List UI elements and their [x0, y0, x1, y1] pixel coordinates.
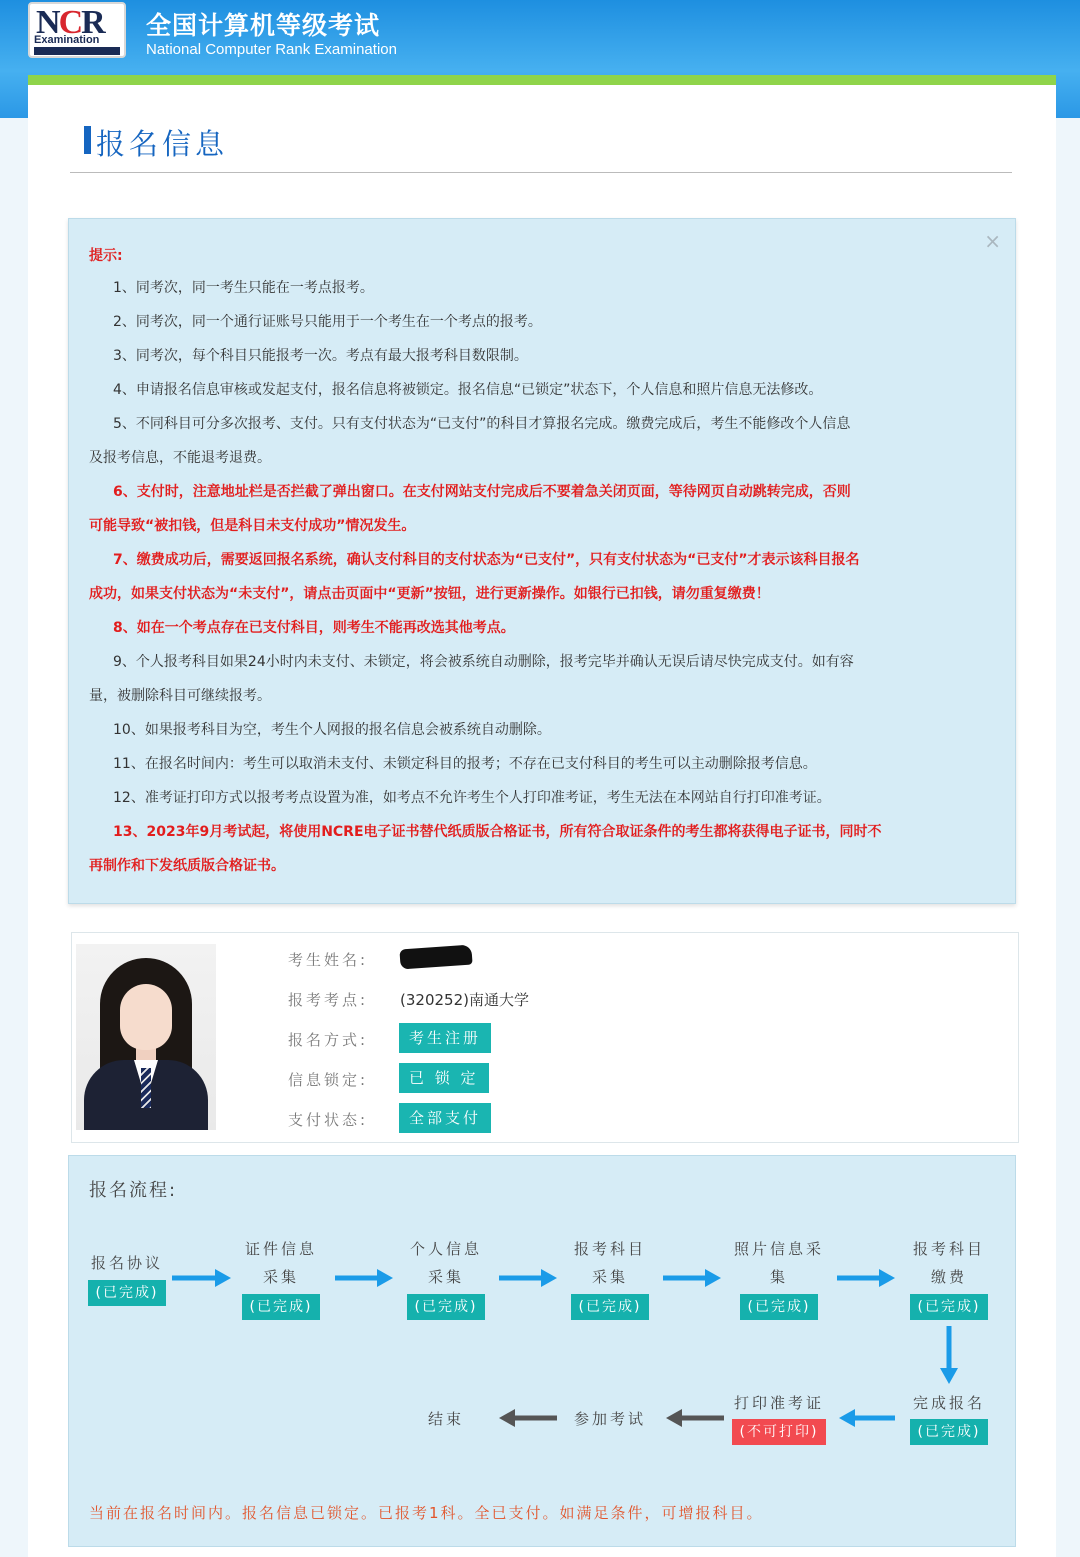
page-title-marker: [84, 126, 91, 154]
tip-line: 及报考信息，不能退考退费。: [89, 450, 271, 466]
field-label: 支付状态:: [288, 1111, 369, 1129]
process-step-status: (已完成): [242, 1294, 321, 1320]
tip-line: 可能导致“被扣钱，但是科目未支付成功”情况发生。: [89, 518, 416, 534]
candidate-info-panel: [71, 932, 1019, 1143]
tip-line: 12、准考证打印方式以报考考点设置为准，如考点不允许考生个人打印准考证，考生无法在本网站自行打印准考证。: [113, 790, 831, 806]
tip-line: 11、在报名时间内：考生可以取消未支付、未锁定科目的报考；不存在已支付科目的考生可以主动删除报考信息。: [113, 756, 817, 772]
candidate-photo: [76, 944, 216, 1130]
process-arrow: [499, 1409, 557, 1427]
process-step-status: (已完成): [571, 1294, 650, 1320]
field-label: 报名方式:: [288, 1031, 369, 1049]
title-divider: [70, 172, 1012, 173]
tip-line: 6、支付时，注意地址栏是否拦截了弹出窗口。在支付网站支付完成后不要着急关闭页面，等待网页自动跳转完成，否则: [113, 484, 851, 500]
process-arrow: [666, 1409, 724, 1427]
logo-subtext: Examination: [34, 34, 100, 46]
tip-line: 1、同考次，同一考生只能在一考点报考。: [113, 280, 374, 296]
tip-line: 8、如在一个考点存在已支付科目，则考生不能再改选其他考点。: [113, 620, 515, 636]
tip-line: 量，被删除科目可继续报考。: [89, 688, 271, 704]
redacted-name: [399, 945, 472, 970]
process-step-label: 完成报名: [912, 1394, 985, 1412]
tip-line: 10、如果报考科目为空，考生个人网报的报名信息会被系统自动删除。: [113, 722, 551, 738]
tip-line: 7、缴费成功后，需要返回报名系统，确认支付科目的支付状态为“已支付”，只有支付状态为“已支付”才表示该科目报名: [113, 552, 860, 568]
tips-panel: [68, 218, 1016, 904]
process-arrow: [172, 1269, 231, 1287]
process-arrows: [69, 1156, 1017, 1548]
process-step-status: (已完成): [910, 1294, 989, 1320]
process-step-status: (已完成): [740, 1294, 819, 1320]
process-arrow: [335, 1269, 393, 1287]
registration-process-panel: [68, 1155, 1016, 1547]
header-accent-bar: [28, 75, 1056, 85]
ncre-logo[interactable]: [28, 2, 126, 58]
close-icon[interactable]: ×: [984, 229, 1001, 253]
process-step-status: (不可打印): [732, 1419, 827, 1445]
process-arrow: [837, 1269, 895, 1287]
process-title: 报名流程:: [89, 1180, 178, 1201]
field-value: (320252)南通大学: [400, 991, 529, 1009]
tip-line: 2、同考次，同一个通行证账号只能用于一个考生在一个考点的报考。: [113, 314, 542, 330]
process-status-text: 当前在报名时间内。报名信息已锁定。已报考1科。全已支付。如满足条件，可增报科目。: [89, 1504, 764, 1522]
process-step-label: 报名协议: [90, 1254, 163, 1272]
page-title: 报名信息: [96, 127, 229, 161]
tip-line: 5、不同科目可分多次报考、支付。只有支付状态为“已支付”的科目才算报名完成。缴费完成后，考生不能修改个人信息: [113, 416, 851, 432]
process-step-label: 报考科目: [912, 1240, 985, 1258]
site-subtitle: National Computer Rank Examination: [146, 41, 397, 58]
process-step-status: (已完成): [88, 1280, 167, 1306]
process-arrow: [499, 1269, 557, 1287]
process-step-label: 采集: [427, 1268, 464, 1286]
process-step-label: 报考科目: [573, 1240, 646, 1258]
logo-bar: [34, 47, 120, 55]
process-step-label: 集: [769, 1268, 788, 1286]
tip-line: 4、申请报名信息审核或发起支付，报名信息将被锁定。报名信息“已锁定”状态下，个人信息和照片信息无法修改。: [113, 382, 823, 398]
process-arrow: [663, 1269, 721, 1287]
process-step-label: 结束: [427, 1410, 464, 1428]
process-step-label: 采集: [262, 1268, 299, 1286]
field-label: 报考考点:: [288, 991, 369, 1009]
process-step-status: (已完成): [910, 1419, 989, 1445]
process-step-label: 打印准考证: [733, 1394, 824, 1412]
tip-line: 13、2023年9月考试起，将使用NCRE电子证书替代纸质版合格证书，所有符合取证条件的考生都将获得电子证书，同时不: [113, 824, 882, 840]
process-arrow: [940, 1326, 958, 1384]
status-badge: 已 锁 定: [399, 1063, 489, 1093]
process-step-label: 采集: [591, 1268, 628, 1286]
status-badge: 全部支付: [399, 1103, 491, 1133]
process-step-status: (已完成): [407, 1294, 486, 1320]
tip-line: 3、同考次，每个科目只能报考一次。考点有最大报考科目数限制。: [113, 348, 528, 364]
site-title: 全国计算机等级考试: [146, 11, 381, 40]
process-step-label: 参加考试: [573, 1410, 646, 1428]
field-label: 考生姓名:: [288, 951, 369, 969]
process-step-label: 证件信息: [244, 1240, 317, 1258]
tip-line: 9、个人报考科目如果24小时内未支付、未锁定，将会被系统自动删除，报考完毕并确认无误后请尽快完成支付。如有容: [113, 654, 854, 670]
status-badge: 考生注册: [399, 1023, 491, 1053]
process-step-label: 个人信息: [409, 1240, 482, 1258]
process-step-label: 照片信息采: [733, 1240, 824, 1258]
process-step-label: 缴费: [930, 1268, 967, 1286]
field-label: 信息锁定:: [288, 1071, 369, 1089]
tip-line: 再制作和下发纸质版合格证书。: [89, 858, 285, 874]
tips-heading: 提示:: [89, 248, 123, 264]
tip-line: 成功，如果支付状态为“未支付”，请点击页面中“更新”按钮，进行更新操作。如银行已扣钱，请勿重复缴费！: [89, 586, 770, 602]
process-arrow: [839, 1409, 895, 1427]
logo-text: NCR: [36, 4, 104, 41]
